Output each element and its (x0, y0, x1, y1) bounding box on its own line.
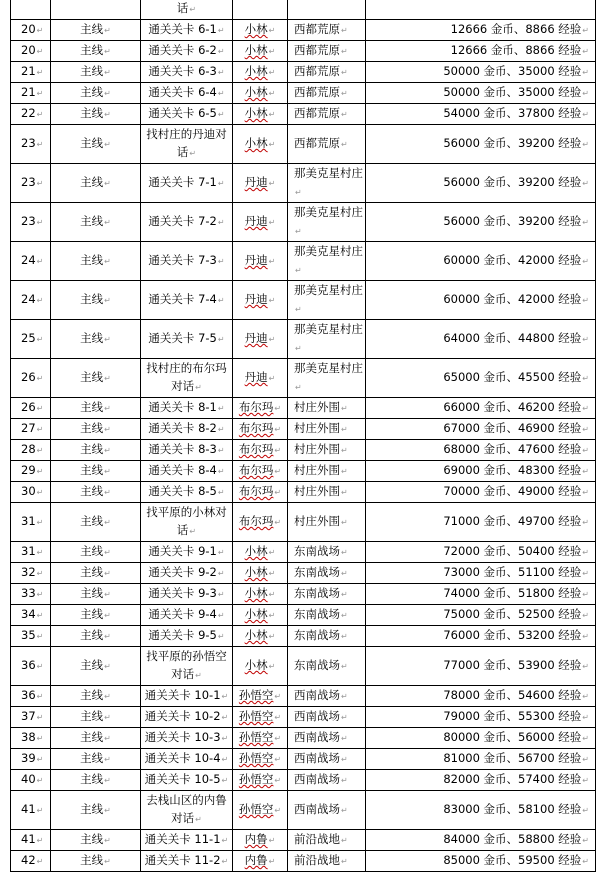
reward-cell: 69000 金币、48300 经验↵ (366, 461, 596, 482)
task-cell: 去栈山区的内鲁对话↵ (141, 791, 233, 830)
reward-cell: 83000 金币、58100 经验↵ (366, 791, 596, 830)
level-cell: 41↵ (11, 830, 51, 851)
type-cell: 主线↵ (51, 482, 141, 503)
level-cell: 36↵ (11, 686, 51, 707)
task-cell: 通关关卡 8-4↵ (141, 461, 233, 482)
level-cell: 29↵ (11, 461, 51, 482)
location-cell: 西南战场↵ (288, 749, 366, 770)
level-cell: 22↵ (11, 104, 51, 125)
table-row (11, 125, 596, 164)
type-cell: 主线↵ (51, 584, 141, 605)
npc-cell: 内鲁↵ (233, 851, 288, 872)
reward-cell: 80000 金币、56000 经验↵ (366, 728, 596, 749)
type-cell: 主线↵ (51, 707, 141, 728)
table-row (11, 605, 596, 626)
task-cell: 通关关卡 7-1↵ (141, 164, 233, 203)
reward-cell: 78000 金币、54600 经验↵ (366, 686, 596, 707)
level-cell: 21↵ (11, 62, 51, 83)
level-cell: 26↵ (11, 398, 51, 419)
table-row (11, 584, 596, 605)
location-cell: 西都荒原↵ (288, 83, 366, 104)
npc-cell: 丹迪↵ (233, 320, 288, 359)
location-cell: 东南战场↵ (288, 584, 366, 605)
location-cell: 那美克星村庄↵ (288, 359, 366, 398)
npc-cell: 丹迪↵ (233, 164, 288, 203)
type-cell: 主线↵ (51, 41, 141, 62)
type-cell: 主线↵ (51, 125, 141, 164)
location-cell: 东南战场↵ (288, 563, 366, 584)
task-cell: 通关关卡 10-4↵ (141, 749, 233, 770)
reward-cell: 12666 金币、8866 经验↵ (366, 20, 596, 41)
location-cell: 东南战场↵ (288, 647, 366, 686)
location-cell: 村庄外围↵ (288, 398, 366, 419)
location-cell: 村庄外围↵ (288, 440, 366, 461)
type-cell: 主线↵ (51, 164, 141, 203)
location-cell: 西南战场↵ (288, 770, 366, 791)
reward-cell: 81000 金币、56700 经验↵ (366, 749, 596, 770)
location-cell: 西都荒原↵ (288, 41, 366, 62)
level-cell: 39↵ (11, 749, 51, 770)
task-cell: 找村庄的布尔玛对话↵ (141, 359, 233, 398)
table-row (11, 461, 596, 482)
reward-cell: 60000 金币、42000 经验↵ (366, 281, 596, 320)
npc-cell: 小林↵ (233, 563, 288, 584)
type-cell: 主线↵ (51, 749, 141, 770)
type-cell: 主线↵ (51, 203, 141, 242)
npc-cell: 小林↵ (233, 125, 288, 164)
type-cell: 主线↵ (51, 242, 141, 281)
level-cell: 21↵ (11, 83, 51, 104)
location-cell: 村庄外围↵ (288, 482, 366, 503)
task-cell: 通关关卡 6-4↵ (141, 83, 233, 104)
level-cell: 32↵ (11, 563, 51, 584)
type-cell: 主线↵ (51, 440, 141, 461)
npc-cell: 布尔玛↵ (233, 419, 288, 440)
quest-table (10, 0, 596, 872)
reward-cell: 77000 金币、53900 经验↵ (366, 647, 596, 686)
task-cell: 通关关卡 7-2↵ (141, 203, 233, 242)
type-cell: 主线↵ (51, 20, 141, 41)
level-cell: 42↵ (11, 851, 51, 872)
level-cell: 30↵ (11, 482, 51, 503)
task-cell: 通关关卡 11-1↵ (141, 830, 233, 851)
reward-cell: 76000 金币、53200 经验↵ (366, 626, 596, 647)
level-cell: 23↵ (11, 203, 51, 242)
table-row (11, 542, 596, 563)
table-row (11, 359, 596, 398)
npc-cell: 小林↵ (233, 41, 288, 62)
table-row (11, 20, 596, 41)
table-row (11, 104, 596, 125)
task-cell: 通关关卡 10-2↵ (141, 707, 233, 728)
reward-cell: 84000 金币、58800 经验↵ (366, 830, 596, 851)
npc-cell: 小林↵ (233, 104, 288, 125)
location-cell: 西都荒原↵ (288, 62, 366, 83)
reward-cell: 54000 金币、37800 经验↵ (366, 104, 596, 125)
level-cell: 38↵ (11, 728, 51, 749)
location-cell: 那美克星村庄↵ (288, 320, 366, 359)
location-cell: 西都荒原↵ (288, 125, 366, 164)
task-cell: 通关关卡 9-2↵ (141, 563, 233, 584)
npc-cell: 丹迪↵ (233, 242, 288, 281)
type-cell: 主线↵ (51, 320, 141, 359)
table-row (11, 770, 596, 791)
table-row (11, 164, 596, 203)
task-cell: 通关关卡 7-5↵ (141, 320, 233, 359)
location-cell: 东南战场↵ (288, 626, 366, 647)
table-row (11, 686, 596, 707)
npc-cell: 孙悟空↵ (233, 749, 288, 770)
task-cell: 通关关卡 8-1↵ (141, 398, 233, 419)
type-cell: 主线↵ (51, 281, 141, 320)
level-cell: 31↵ (11, 542, 51, 563)
location-cell: 西都荒原↵ (288, 20, 366, 41)
npc-cell: 孙悟空↵ (233, 707, 288, 728)
task-cell: 通关关卡 9-3↵ (141, 584, 233, 605)
reward-cell: 85000 金币、59500 经验↵ (366, 851, 596, 872)
task-cell: 找平原的孙悟空对话↵ (141, 647, 233, 686)
npc-cell: 小林↵ (233, 647, 288, 686)
npc-cell: 小林↵ (233, 542, 288, 563)
task-cell: 话↵ (141, 0, 233, 20)
npc-cell: 布尔玛↵ (233, 398, 288, 419)
task-cell: 通关关卡 9-4↵ (141, 605, 233, 626)
level-cell: 35↵ (11, 626, 51, 647)
npc-cell: 孙悟空↵ (233, 686, 288, 707)
level-cell: 24↵ (11, 242, 51, 281)
table-row (11, 707, 596, 728)
type-cell: 主线↵ (51, 83, 141, 104)
npc-cell: 小林↵ (233, 62, 288, 83)
level-cell: 27↵ (11, 419, 51, 440)
task-cell: 通关关卡 8-2↵ (141, 419, 233, 440)
task-cell: 通关关卡 10-3↵ (141, 728, 233, 749)
table-row (11, 83, 596, 104)
reward-cell: 74000 金币、51800 经验↵ (366, 584, 596, 605)
npc-cell: 孙悟空↵ (233, 770, 288, 791)
reward-cell: 60000 金币、42000 经验↵ (366, 242, 596, 281)
level-cell: 41↵ (11, 791, 51, 830)
level-cell: 40↵ (11, 770, 51, 791)
level-cell: 26↵ (11, 359, 51, 398)
location-cell: 那美克星村庄↵ (288, 203, 366, 242)
level-cell: 31↵ (11, 503, 51, 542)
location-cell: 那美克星村庄↵ (288, 164, 366, 203)
type-cell: 主线↵ (51, 359, 141, 398)
level-cell: 23↵ (11, 164, 51, 203)
type-cell: 主线↵ (51, 728, 141, 749)
npc-cell: 丹迪↵ (233, 203, 288, 242)
npc-cell: 内鲁↵ (233, 830, 288, 851)
level-cell: 20↵ (11, 41, 51, 62)
level-cell: 23↵ (11, 125, 51, 164)
table-row (11, 563, 596, 584)
type-cell: 主线↵ (51, 851, 141, 872)
location-cell: 那美克星村庄↵ (288, 281, 366, 320)
npc-cell: 丹迪↵ (233, 359, 288, 398)
task-cell: 通关关卡 7-3↵ (141, 242, 233, 281)
reward-cell: 66000 金币、46200 经验↵ (366, 398, 596, 419)
table-row (11, 749, 596, 770)
reward-cell: 50000 金币、35000 经验↵ (366, 83, 596, 104)
type-cell: 主线↵ (51, 461, 141, 482)
location-cell: 村庄外围↵ (288, 503, 366, 542)
reward-cell: 56000 金币、39200 经验↵ (366, 125, 596, 164)
task-cell: 通关关卡 10-5↵ (141, 770, 233, 791)
task-cell: 通关关卡 6-3↵ (141, 62, 233, 83)
type-cell: 主线↵ (51, 605, 141, 626)
type-cell: 主线↵ (51, 419, 141, 440)
location-cell: 那美克星村庄↵ (288, 242, 366, 281)
task-cell: 通关关卡 10-1↵ (141, 686, 233, 707)
task-cell: 通关关卡 9-1↵ (141, 542, 233, 563)
type-cell: 主线↵ (51, 398, 141, 419)
type-cell: 主线↵ (51, 770, 141, 791)
level-cell: 36↵ (11, 647, 51, 686)
type-cell: 主线↵ (51, 626, 141, 647)
npc-cell: 小林↵ (233, 83, 288, 104)
table-row (11, 851, 596, 872)
task-cell: 通关关卡 6-5↵ (141, 104, 233, 125)
location-cell: 西都荒原↵ (288, 104, 366, 125)
npc-cell: 小林↵ (233, 626, 288, 647)
level-cell: 33↵ (11, 584, 51, 605)
npc-cell: 小林↵ (233, 584, 288, 605)
location-cell: 西南战场↵ (288, 707, 366, 728)
type-cell: 主线↵ (51, 791, 141, 830)
reward-cell: 70000 金币、49000 经验↵ (366, 482, 596, 503)
location-cell: 东南战场↵ (288, 542, 366, 563)
table-row (11, 503, 596, 542)
reward-cell: 68000 金币、47600 经验↵ (366, 440, 596, 461)
location-cell: 西南战场↵ (288, 686, 366, 707)
level-cell: 25↵ (11, 320, 51, 359)
table-row (11, 281, 596, 320)
npc-cell: 布尔玛↵ (233, 461, 288, 482)
table-row (11, 419, 596, 440)
location-cell: 村庄外围↵ (288, 419, 366, 440)
type-cell: 主线↵ (51, 647, 141, 686)
table-row (11, 398, 596, 419)
location-cell: 前沿战地↵ (288, 851, 366, 872)
table-row (11, 728, 596, 749)
reward-cell: 64000 金币、44800 经验↵ (366, 320, 596, 359)
reward-cell: 71000 金币、49700 经验↵ (366, 503, 596, 542)
reward-cell: 67000 金币、46900 经验↵ (366, 419, 596, 440)
npc-cell: 布尔玛↵ (233, 440, 288, 461)
table-row (11, 0, 596, 20)
npc-cell: 丹迪↵ (233, 281, 288, 320)
reward-cell: 50000 金币、35000 经验↵ (366, 62, 596, 83)
level-cell: 24↵ (11, 281, 51, 320)
table-row (11, 440, 596, 461)
task-cell: 通关关卡 6-1↵ (141, 20, 233, 41)
table-row (11, 791, 596, 830)
task-cell: 通关关卡 7-4↵ (141, 281, 233, 320)
type-cell: 主线↵ (51, 104, 141, 125)
npc-cell: 布尔玛↵ (233, 482, 288, 503)
npc-cell: 孙悟空↵ (233, 791, 288, 830)
location-cell: 村庄外围↵ (288, 461, 366, 482)
reward-cell: 56000 金币、39200 经验↵ (366, 203, 596, 242)
reward-cell: 65000 金币、45500 经验↵ (366, 359, 596, 398)
type-cell: 主线↵ (51, 542, 141, 563)
type-cell: 主线↵ (51, 686, 141, 707)
npc-cell: 孙悟空↵ (233, 728, 288, 749)
reward-cell: 56000 金币、39200 经验↵ (366, 164, 596, 203)
table-row (11, 830, 596, 851)
table-row (11, 482, 596, 503)
table-row (11, 62, 596, 83)
table-row (11, 320, 596, 359)
reward-cell: 82000 金币、57400 经验↵ (366, 770, 596, 791)
table-row (11, 203, 596, 242)
table-row (11, 647, 596, 686)
task-cell: 找村庄的丹迪对话↵ (141, 125, 233, 164)
reward-cell: 12666 金币、8866 经验↵ (366, 41, 596, 62)
type-cell: 主线↵ (51, 563, 141, 584)
table-row (11, 41, 596, 62)
location-cell: 西南战场↵ (288, 791, 366, 830)
type-cell: 主线↵ (51, 830, 141, 851)
level-cell: 34↵ (11, 605, 51, 626)
level-cell: 28↵ (11, 440, 51, 461)
type-cell: 主线↵ (51, 503, 141, 542)
npc-cell: 小林↵ (233, 605, 288, 626)
npc-cell: 布尔玛↵ (233, 503, 288, 542)
task-cell: 找平原的小林对话↵ (141, 503, 233, 542)
level-cell: 37↵ (11, 707, 51, 728)
task-cell: 通关关卡 9-5↵ (141, 626, 233, 647)
reward-cell: 79000 金币、55300 经验↵ (366, 707, 596, 728)
task-cell: 通关关卡 11-2↵ (141, 851, 233, 872)
type-cell: 主线↵ (51, 62, 141, 83)
level-cell: 20↵ (11, 20, 51, 41)
reward-cell: 75000 金币、52500 经验↵ (366, 605, 596, 626)
task-cell: 通关关卡 6-2↵ (141, 41, 233, 62)
task-cell: 通关关卡 8-5↵ (141, 482, 233, 503)
task-cell: 通关关卡 8-3↵ (141, 440, 233, 461)
reward-cell: 73000 金币、51100 经验↵ (366, 563, 596, 584)
npc-cell: 小林↵ (233, 20, 288, 41)
location-cell: 东南战场↵ (288, 605, 366, 626)
table-row (11, 242, 596, 281)
reward-cell: 72000 金币、50400 经验↵ (366, 542, 596, 563)
location-cell: 前沿战地↵ (288, 830, 366, 851)
table-row (11, 626, 596, 647)
location-cell: 西南战场↵ (288, 728, 366, 749)
